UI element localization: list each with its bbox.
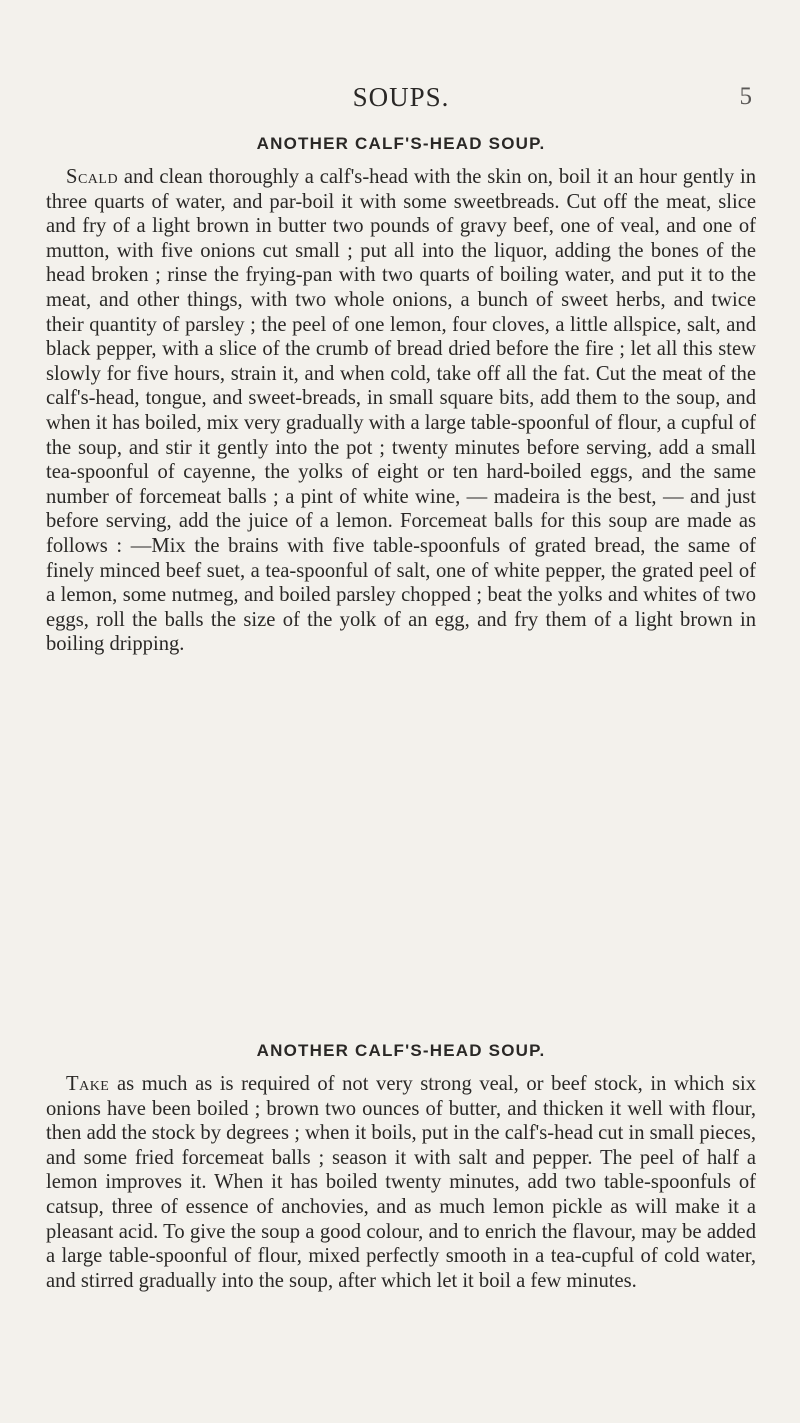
recipe-section-2 <box>46 1040 756 1293</box>
running-head <box>46 80 756 114</box>
recipe-heading: ANOTHER CALF'S-HEAD SOUP. <box>256 134 546 153</box>
recipe-body: and clean thoroughly a calf's-head with the skin on, boil it an hour gently in three quarts of water, and par-boil it with some sweetbreads. Cut off the meat, slice and fry of a light brown in butter two pounds of gravy beef, one of veal, and one of mutton, with five onions cut small ; put all into the liquor, adding the bones of the head broken ; rinse the frying-pan with two quarts of boiling water, and put it to the meat, and other things, with two whole onions, a bunch of sweet herbs, and twice their quantity of parsley ; the peel of one lemon, four cloves, a little allspice, salt, and black pepper, with a slice of the crumb of bread dried before the fire ; let all this stew slowly for five hours, strain it, and when cold, take off all the fat. Cut the meat of the calf's-head, tongue, and sweet-breads, in small square bits, add them to the soup, and when it has boiled, mix very gradually with a large table-spoonful of flour, a cupful of the soup, and stir it gently into the pot ; twenty minutes before serving, add a small tea-spoonful of cayenne, the yolks of eight or ten hard-boiled eggs, and the same number of forcemeat balls ; a pint of white wine, — madeira is the best, — and just before serving, add the juice of a lemon. Forcemeat balls for this soup are made as follows : —Mix the brains with five table-spoonfuls of grated bread, the same of finely minced beef suet, a tea-spoonful of salt, one of white pepper, the grated peel of a lemon, some nutmeg, and boiled parsley chopped ; beat the yolks and whites of two eggs, roll the balls the size of the yolk of an egg, and fry them of a light brown in boiling dripping. <box>46 166 756 656</box>
recipe-lead-word: Scald <box>66 166 119 188</box>
page-number: 5 <box>739 83 752 110</box>
recipe-body: as much as is required of not very strong veal, or beef stock, in which six onions have been boiled ; brown two ounces of butter, and thicken it well with flour, then add the stock by degrees ; when it boils, put in the calf's-head cut in small pieces, and some fried forcemeat balls ; season it with salt and pepper. The peel of half a lemon improves it. When it has boiled twenty minutes, add two table-spoonfuls of catsup, three of essence of anchovies, and as much lemon pickle as will make it a pleasant acid. To give the soup a good colour, and to enrich the flavour, may be added a large table-spoonful of flour, mixed perfectly smooth in a tea-cupful of cold water, and stirred gradually into the soup, after which let it boil a few minutes. <box>46 1073 757 1292</box>
book-page <box>46 0 756 1423</box>
recipe-paragraph <box>46 1072 756 1293</box>
running-title: SOUPS. <box>352 82 450 112</box>
recipe-section-1 <box>46 133 756 657</box>
recipe-lead-word: Take <box>66 1073 110 1095</box>
recipe-paragraph <box>46 165 756 657</box>
recipe-heading: ANOTHER CALF'S-HEAD SOUP. <box>256 1041 546 1060</box>
